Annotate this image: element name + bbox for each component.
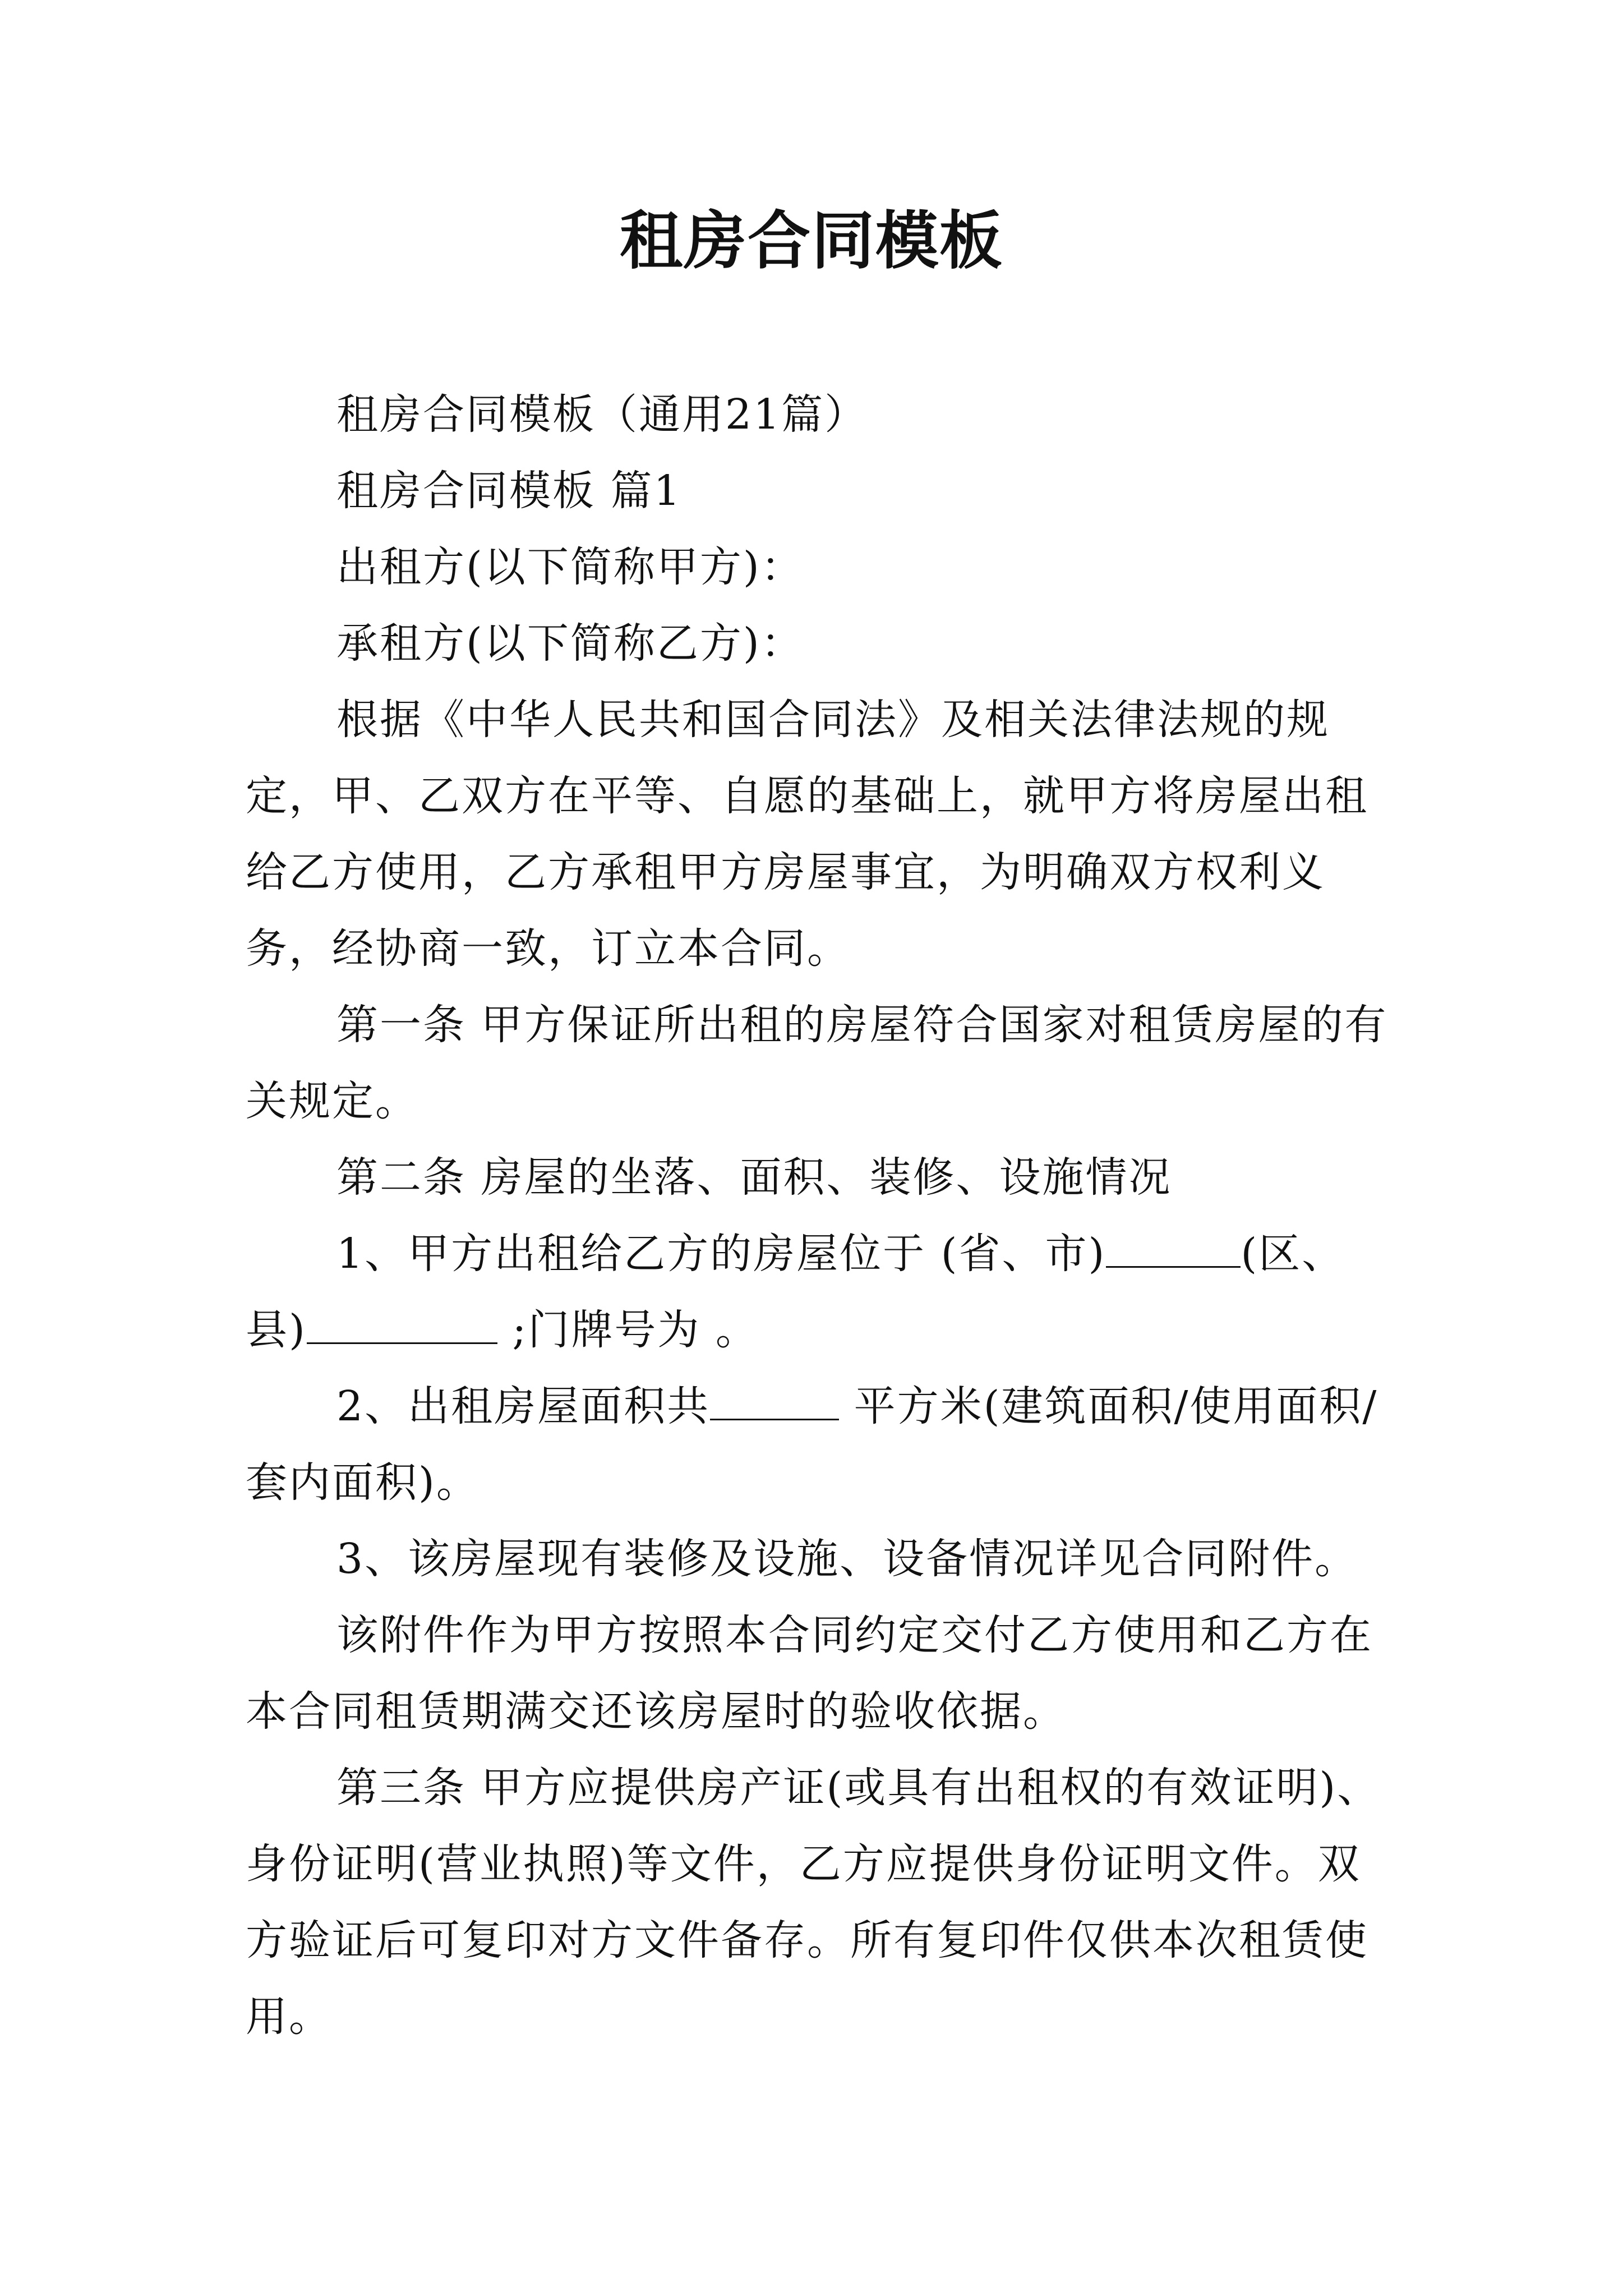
lessor-line: 出租方(以下简称甲方)： [336, 543, 804, 591]
article-1-paragraph: 第一条 甲方保证所出租的房屋符合国家对租赁房屋的有关规定。 [246, 1001, 1388, 1125]
subtitle-paragraph: 租房合同模板（通用21篇） [336, 390, 868, 439]
article-2-item-1 [246, 1216, 1390, 1368]
document-title: 租房合同模板 [620, 204, 1003, 278]
item-2-text-b: 平方米(建筑面积/使用面积/套内面积)。 [246, 1382, 1378, 1507]
item-1-text-a: 1、甲方出租给乙方的房屋位于 (省、市) [336, 1230, 1106, 1278]
item-1-text-c: ;门牌号为 。 [497, 1306, 759, 1354]
item-2-text-a: 2、出租房屋面积共 [336, 1382, 711, 1430]
document-body [246, 376, 1390, 2055]
article-2-item-2 [246, 1368, 1390, 1521]
fill-blank-line[interactable] [710, 1384, 839, 1420]
article-2-heading: 第二条 房屋的坐落、面积、装修、设施情况 [336, 1153, 1172, 1202]
fill-blank-line[interactable] [1106, 1231, 1241, 1268]
section-heading: 租房合同模板 篇1 [336, 467, 682, 515]
lessee-line: 承租方(以下简称乙方)： [336, 619, 804, 668]
article-2-item-3: 3、该房屋现有装修及设施、设备情况详见合同附件。 [336, 1535, 1358, 1583]
annex-paragraph: 该附件作为甲方按照本合同约定交付乙方使用和乙方在本合同租赁期满交还该房屋时的验收依据。 [246, 1611, 1373, 1736]
article-3-paragraph: 第三条 甲方应提供房产证(或具有出租权的有效证明)、身份证明(营业执照)等文件，乙方应提供身份证明文件。双方验证后可复印对方文件备存。所有复印件仅供本次租赁使用。 [246, 1764, 1381, 2041]
preamble-paragraph: 根据《中华人民共和国合同法》及相关法律法规的规定，甲、乙双方在平等、自愿的基础上，就甲方将房屋出租给乙方使用，乙方承租甲方房屋事宜，为明确双方权利义务，经协商一致，订立本合同。 [246, 696, 1368, 973]
fill-blank-line[interactable] [307, 1308, 497, 1344]
item-1-text-b: (区、县) [246, 1230, 1345, 1354]
